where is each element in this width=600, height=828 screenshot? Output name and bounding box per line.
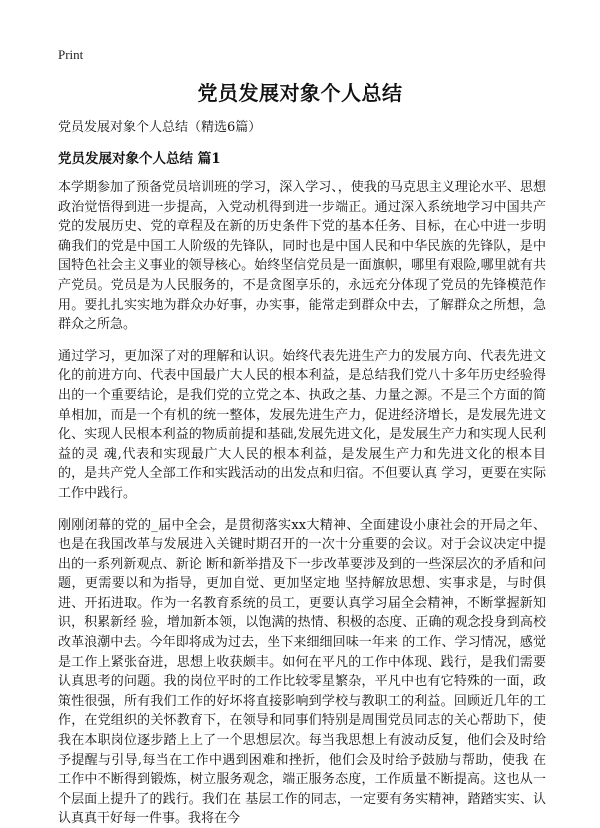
print-link[interactable]: Print — [58, 47, 84, 62]
document-body — [58, 178, 546, 828]
paragraph-3: 刚刚闭幕的党的_届中全会，是贯彻落实xx大精神、全面建设小康社会的开局之年、也是在我国改革与发展进入关键时期召开的一次十分重要的会议。对于会议决定中提出的一系列新观点、新论 断和新举措及下一步改革要涉及到的一些深层次的矛盾和问题，更需要以和为指导，更加自觉、更加坚定地 坚持解放思想、实事求是，与时俱进、开拓进取。作为一名教育系统的员工，更要认真学习届全会精神，不断掌握新知识，积累新经 验，增加新本领，以饱满的热情、积极的态度、正确的观念投身到高校改革浪潮中去。今年即将成为过去，坐下来细细回味一年来 的工作、学习情况，感觉是工作上紧张奋进，思想上收获颇丰。如何在平凡的工作中体现、践行，是我们需要认真思考的问题。我的岗位平时的工作比较零星繁杂，平凡中也有它特殊的一面，政策性很强，所有我们工作的好坏将直接影响到学校与教职工的利益。回顾近几年的工作，在党组织的关怀教育下，在领导和同事们特别是周围党员同志的关心帮助下，使我在本职岗位逐步踏上上了一个思想层次。每当我思想上有波动反复，他们会及时给予提醒与引导,每当在工作中遇到困难和挫折，他们会及时给予鼓励与帮助，使我 在工作中不断得到锻炼，树立服务观念，端正服务态度，工作质量不断提高。这也从一个层面上提升了的践行。我们在 基层工作的同志，一定要有务实精神，踏踏实实、认认真真干好每一件事。我将在今 — [58, 517, 546, 827]
document-subtitle: 党员发展对象个人总结（精选6篇） — [58, 120, 262, 135]
document-title: 党员发展对象个人总结 — [197, 81, 403, 105]
paragraph-1: 本学期参加了预备党员培训班的学习，深入学习、，使我的马克思主义理论水平、思想政治觉悟得到进一步提高，入党动机得到进一步端正。通过深入系统地学习中国共产党的发展历史、党的章程及在新的历史条件下党的基本任务、目标，在心中进一步明确我们的党是中国工人阶级的先锋队，同时也是中国人民和中华民族的先锋队，是中国特色社会主义事业的领导核心。始终坚信党员是一面旗帜，哪里有艰险,哪里就有共产党员。党员是为人民服务的，不是贪图享乐的，永远充分体现了党员的先锋模范作用。要扎扎实实地为群众办好事，办实事，能常走到群众中去，了解群众之所想，急群众之所急。 — [58, 180, 546, 333]
section-heading: 党员发展对象个人总结 篇1 — [58, 151, 221, 167]
paragraph-2: 通过学习，更加深了对的理解和认识。始终代表先进生产力的发展方向、代表先进文化的前进方向、代表中国最广大人民的根本利益，是总结我们党八十多年历史经验得出的一个重要结论，是我们党的立党之本、执政之基、力量之源。不是三个方面的简单相加，而是一个有机的统一整体，发展先进生产力，促进经济增长，是发展先进文化、实现人民根本利益的物质前提和基础,发展先进文化，是发展生产力和实现人民利益的灵 魂,代表和实现最广大人民的根本利益，是发展生产力和先进文化的根本目的，是共产党人全部工作和实践活动的出发点和归宿。不但要认真 学习，更要在实际工作中践行。 — [58, 348, 546, 501]
